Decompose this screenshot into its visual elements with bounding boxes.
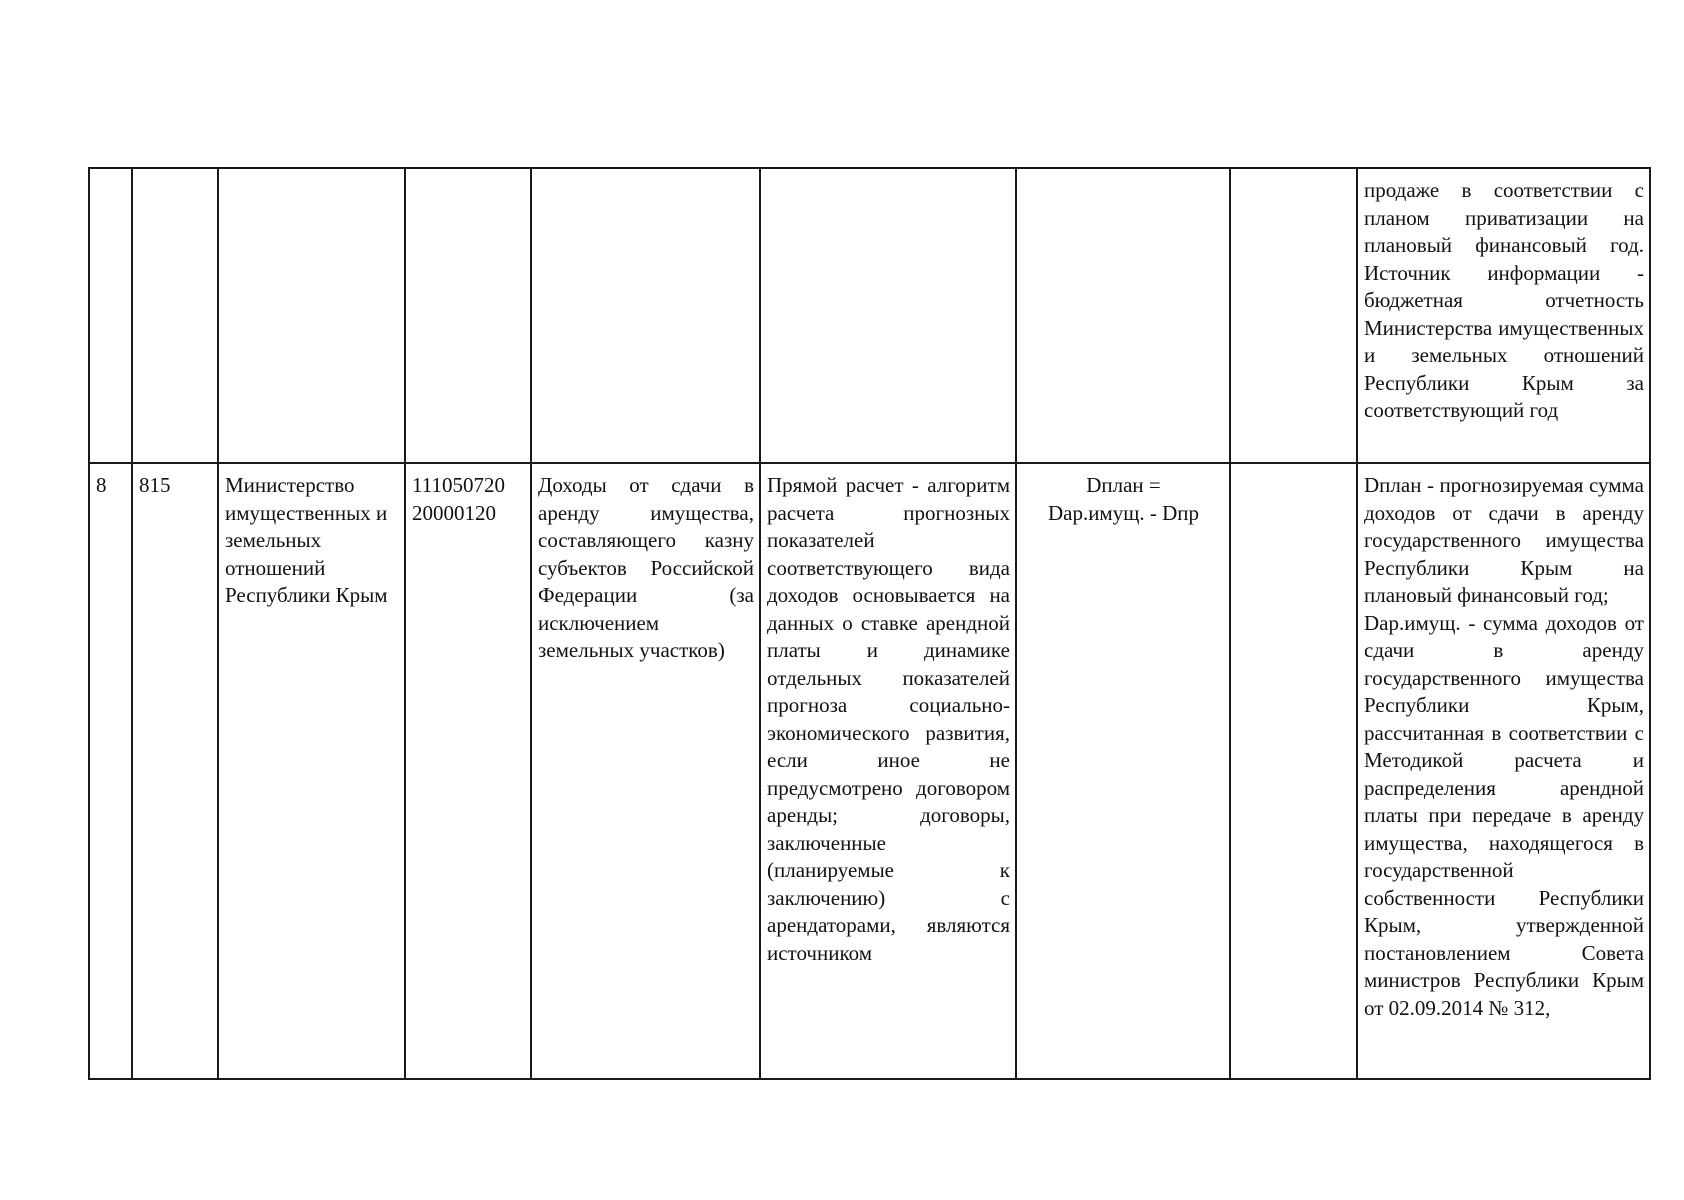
cell-admin-code	[132, 168, 218, 463]
cell-income-name	[531, 168, 760, 463]
cell-col8	[1230, 463, 1357, 1079]
cell-num	[89, 168, 132, 463]
kbk-line-1: 111050720	[412, 473, 505, 497]
cell-col8	[1230, 168, 1357, 463]
cell-method: Прямой расчет - алгоритм расчета прогнозных показателей соответствующего вида доходов основывается на данных о ставке арендной платы и динамике отдельных показателей прогноза социально-экономического развития, если иное не предусмотрено договором аренды; договоры, заключенные (планируемые к заключению) с арендаторами, являются источником	[760, 463, 1016, 1079]
formula-line-2: Dар.имущ. - Dпр	[1047, 500, 1200, 525]
cell-formula	[1016, 463, 1230, 1079]
cell-admin-code: 815	[132, 463, 218, 1079]
forecast-methodology-table	[88, 167, 1651, 1080]
cell-income-name: Доходы от сдачи в аренду имущества, составляющего казну субъектов Российской Федерации (за исключением земельных участков)	[531, 463, 760, 1079]
kbk-line-2: 20000120	[412, 500, 496, 525]
cell-admin-name	[218, 168, 405, 463]
description-paragraph-2: Dар.имущ. - сумма доходов от сдачи в аренду государственного имущества Республики Крым, рассчитанная в соответствии с Методикой расчета и распределения арендной платы при передаче в аренду имущества, находящегося в государственной собственности Республики Крым, утвержденной постановлением Совета министров Республики Крым от 02.09.2014 № 312,	[1364, 610, 1644, 1020]
cell-kbk	[405, 463, 531, 1079]
cell-num: 8	[89, 463, 132, 1079]
cell-admin-name: Министерство имущественных и земельных отношений Республики Крым	[218, 463, 405, 1079]
cell-description: продаже в соответствии с планом приватизации на плановый финансовый год. Источник информации - бюджетная отчетность Министерства имущественных и земельных отношений Республики Крым за соответствующий год	[1357, 168, 1650, 463]
table-row-continuation	[89, 168, 1650, 463]
cell-kbk	[405, 168, 531, 463]
table-row	[89, 463, 1650, 1079]
formula-line-1: Dплан =	[1086, 473, 1161, 497]
cell-description	[1357, 463, 1650, 1079]
description-paragraph-1: Dплан - прогнозируемая сумма доходов от сдачи в аренду государственного имущества Республики Крым на плановый финансовый год;	[1364, 473, 1644, 607]
cell-formula	[1016, 168, 1230, 463]
cell-method	[760, 168, 1016, 463]
